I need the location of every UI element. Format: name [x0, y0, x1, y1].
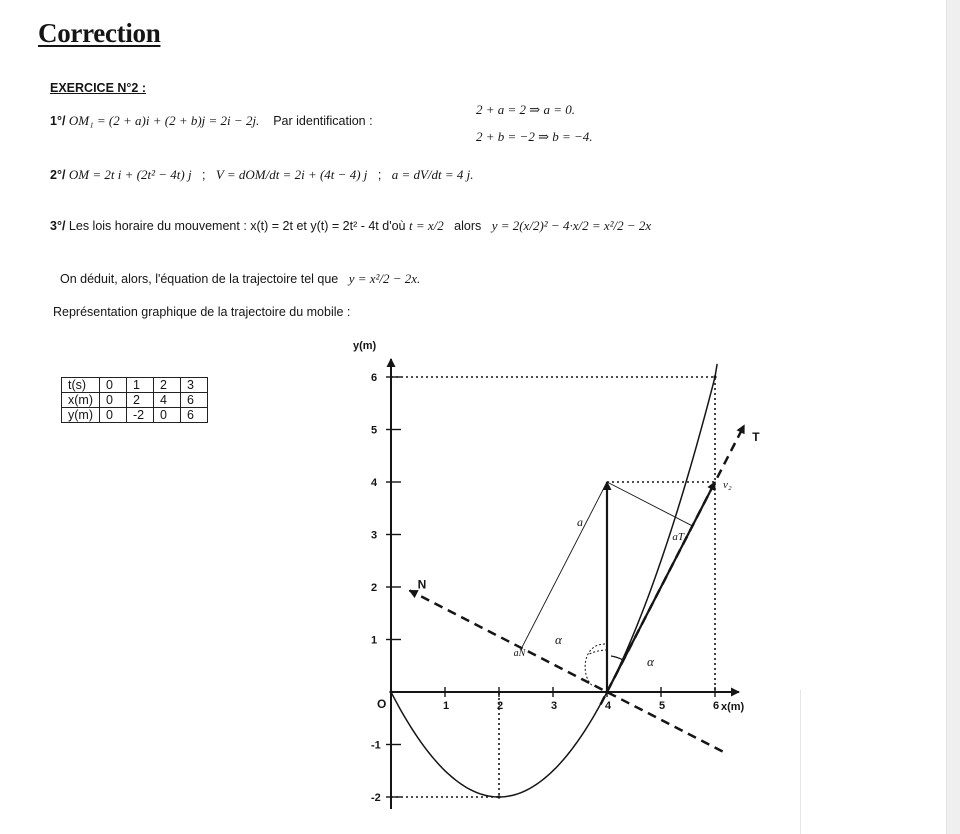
- table-row-header: y(m): [62, 408, 100, 423]
- table-cell: 0: [154, 408, 181, 423]
- y-tick-label: 2: [371, 582, 378, 594]
- x-tick-label: 4: [605, 700, 612, 712]
- graph-labels: [353, 340, 760, 713]
- table-cell: 0: [100, 378, 127, 393]
- x-tick-label: 1: [443, 700, 450, 712]
- x-tick-label: 2: [497, 700, 504, 712]
- acceleration-vector-equation: a = dV/dt = 4 j.: [391, 167, 474, 182]
- identification-label: Par identification :: [273, 114, 373, 128]
- angle-arc-1: [588, 650, 607, 655]
- x-axis-label: x(m): [721, 701, 745, 713]
- table-cell: -2: [127, 408, 154, 423]
- exercise-title: EXERCICE N°2 :: [50, 81, 146, 95]
- document-title: Correction: [38, 18, 161, 48]
- trajectory-data-point: [713, 375, 716, 378]
- trajectory-data-point: [389, 690, 392, 693]
- velocity-vector: [607, 482, 715, 692]
- trajectory-data-point: [497, 795, 500, 798]
- separator: ;: [202, 168, 206, 182]
- angle-label-2: α: [647, 654, 654, 669]
- table-cell: 0: [100, 408, 127, 423]
- hourly-laws-text: Les lois horaire du mouvement : x(t) = 2t et y(t) = 2t² - 4t d'où: [68, 219, 406, 233]
- table-row-header: x(m): [62, 393, 100, 408]
- y-tick-label: -1: [371, 739, 381, 752]
- x-tick-label: 6: [713, 700, 720, 712]
- table-row-header: t(s): [62, 378, 100, 393]
- time-expression: t = x/2: [408, 218, 444, 233]
- identification-equation-1: 2 + a = 2 ⇒ a = 0.: [476, 102, 575, 117]
- axes: [391, 359, 739, 809]
- normal-accel-label: aN: [513, 648, 526, 660]
- normal-label: N: [417, 577, 427, 592]
- separator: ;: [377, 168, 382, 182]
- trajectory-equation: y = x²/2 − 2x.: [348, 271, 421, 286]
- question-2-number: 2°/: [50, 168, 66, 182]
- acceleration-label: a: [577, 515, 583, 529]
- question-3-number: 3°/: [50, 219, 66, 233]
- origin-label: O: [377, 697, 387, 711]
- velocity-vector-equation: V = dOM/dt = 2i + (4t − 4) j: [215, 167, 368, 182]
- trajectory-curve: [391, 364, 720, 797]
- vectors-layer: [410, 425, 745, 751]
- table-cell: 6: [181, 408, 208, 423]
- y-tick-label: 5: [371, 424, 378, 437]
- projection-to-normal: [522, 482, 607, 648]
- velocity-label: v₂: [723, 479, 732, 491]
- x-tick-label: 3: [551, 700, 558, 712]
- table-cell: 2: [127, 393, 154, 408]
- question-1-equation: OM₁ = (2 + a)i + (2 + b)j = 2i − 2j.: [68, 113, 260, 128]
- tangential-accel-label: aT: [672, 530, 685, 543]
- y-tick-label: 3: [371, 529, 378, 542]
- y-tick-label: -2: [371, 792, 381, 804]
- alors-text: alors: [454, 219, 482, 233]
- angle-arc-3: [611, 656, 623, 660]
- question-1-number: 1°/: [50, 114, 66, 128]
- trajectory-layer: [389, 364, 720, 799]
- table-cell: 0: [100, 393, 127, 408]
- table-cell: 1: [127, 378, 154, 393]
- guide-point-6-6: [391, 377, 715, 692]
- trajectory-derivation: y = 2(x/2)² − 4·x/2 = x²/2 − 2x: [491, 218, 652, 233]
- normal-line: [410, 590, 723, 751]
- table-cell: 3: [181, 378, 208, 393]
- y-tick-label: 1: [371, 634, 378, 647]
- deduction-text: On déduit, alors, l'équation de la trajectoire tel que: [60, 272, 339, 286]
- table-cell: 4: [154, 393, 181, 408]
- angle-label-1: α: [555, 632, 562, 647]
- table-cell: 6: [181, 393, 208, 408]
- y-tick-label: 4: [371, 477, 378, 489]
- tangent-label: T: [752, 430, 760, 445]
- y-tick-label: 6: [371, 372, 378, 384]
- position-vector-equation: OM = 2t i + (2t² − 4t) j: [68, 167, 192, 182]
- representation-text: Représentation graphique de la trajectoire du mobile :: [53, 305, 351, 319]
- x-tick-label: 5: [659, 700, 666, 712]
- table-cell: 2: [154, 378, 181, 393]
- identification-equation-2: 2 + b = −2 ⇒ b = −4.: [476, 129, 593, 144]
- y-axis-label: y(m): [353, 340, 377, 352]
